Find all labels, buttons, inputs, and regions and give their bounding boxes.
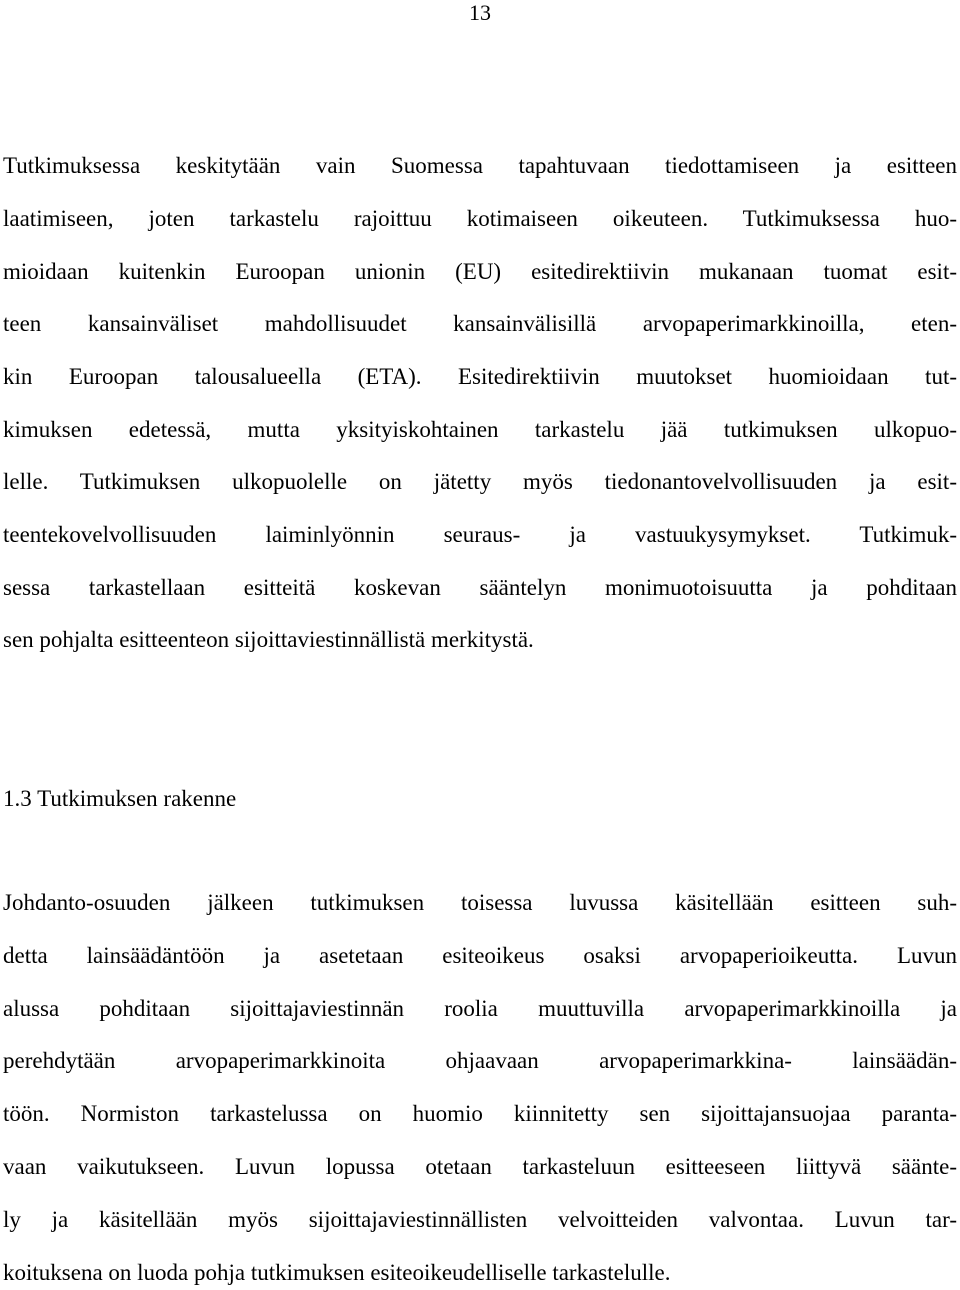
paragraph-line: mioidaan kuitenkin Euroopan unionin (EU) esitedirektiivin mukanaan tuomat esit- xyxy=(3,259,957,284)
page-number: 13 xyxy=(469,0,491,25)
paragraph-line: töön. Normiston tarkastelussa on huomio kiinnitetty sen sijoittajansuojaa paranta- xyxy=(3,1101,957,1126)
paragraph-line: teen kansainväliset mahdollisuudet kansainvälisillä arvopaperimarkkinoilla, eten- xyxy=(3,311,957,336)
paragraph-line: sessa tarkastellaan esitteitä koskevan sääntelyn monimuotoisuutta ja pohditaan xyxy=(3,575,957,600)
paragraph-line: lelle. Tutkimuksen ulkopuolelle on jätetty myös tiedonantovelvollisuuden ja esit- xyxy=(3,469,957,494)
paragraph-line: ly ja käsitellään myös sijoittajaviestinnällisten velvoitteiden valvontaa. Luvun tar- xyxy=(3,1207,957,1232)
paragraph-line: kimuksen edetessä, mutta yksityiskohtainen tarkastelu jää tutkimuksen ulkopuo- xyxy=(3,417,957,442)
paragraph-line: detta lainsäädäntöön ja asetetaan esiteoikeus osaksi arvopaperioikeutta. Luvun xyxy=(3,943,957,968)
paragraph-line: sen pohjalta esitteenteon sijoittaviestinnällistä merkitystä. xyxy=(3,627,534,652)
paragraph-line: koituksena on luoda pohja tutkimuksen esiteoikeudelliselle tarkastelulle. xyxy=(3,1260,671,1285)
paragraph-line: teentekovelvollisuuden laiminlyönnin seuraus- ja vastuukysymykset. Tutkimuk- xyxy=(3,522,957,547)
paragraph-line: Tutkimuksessa keskitytään vain Suomessa tapahtuvaan tiedottamiseen ja esitteen xyxy=(3,153,957,178)
paragraph-line: kin Euroopan talousalueella (ETA). Esitedirektiivin muutokset huomioidaan tut- xyxy=(3,364,957,389)
section-heading: 1.3 Tutkimuksen rakenne xyxy=(3,786,237,811)
paragraph-line: perehdytään arvopaperimarkkinoita ohjaavaan arvopaperimarkkina- lainsäädän- xyxy=(3,1048,957,1073)
paragraph-line: Johdanto-osuuden jälkeen tutkimuksen toisessa luvussa käsitellään esitteen suh- xyxy=(3,890,957,915)
paragraph-line: laatimiseen, joten tarkastelu rajoittuu kotimaiseen oikeuteen. Tutkimuksessa huo- xyxy=(3,206,957,231)
paragraph-line: vaan vaikutukseen. Luvun lopussa otetaan tarkasteluun esitteeseen liittyvä säänte- xyxy=(3,1154,957,1179)
paragraph-line: alussa pohditaan sijoittajaviestinnän roolia muuttuvilla arvopaperimarkkinoilla ja xyxy=(3,996,957,1021)
